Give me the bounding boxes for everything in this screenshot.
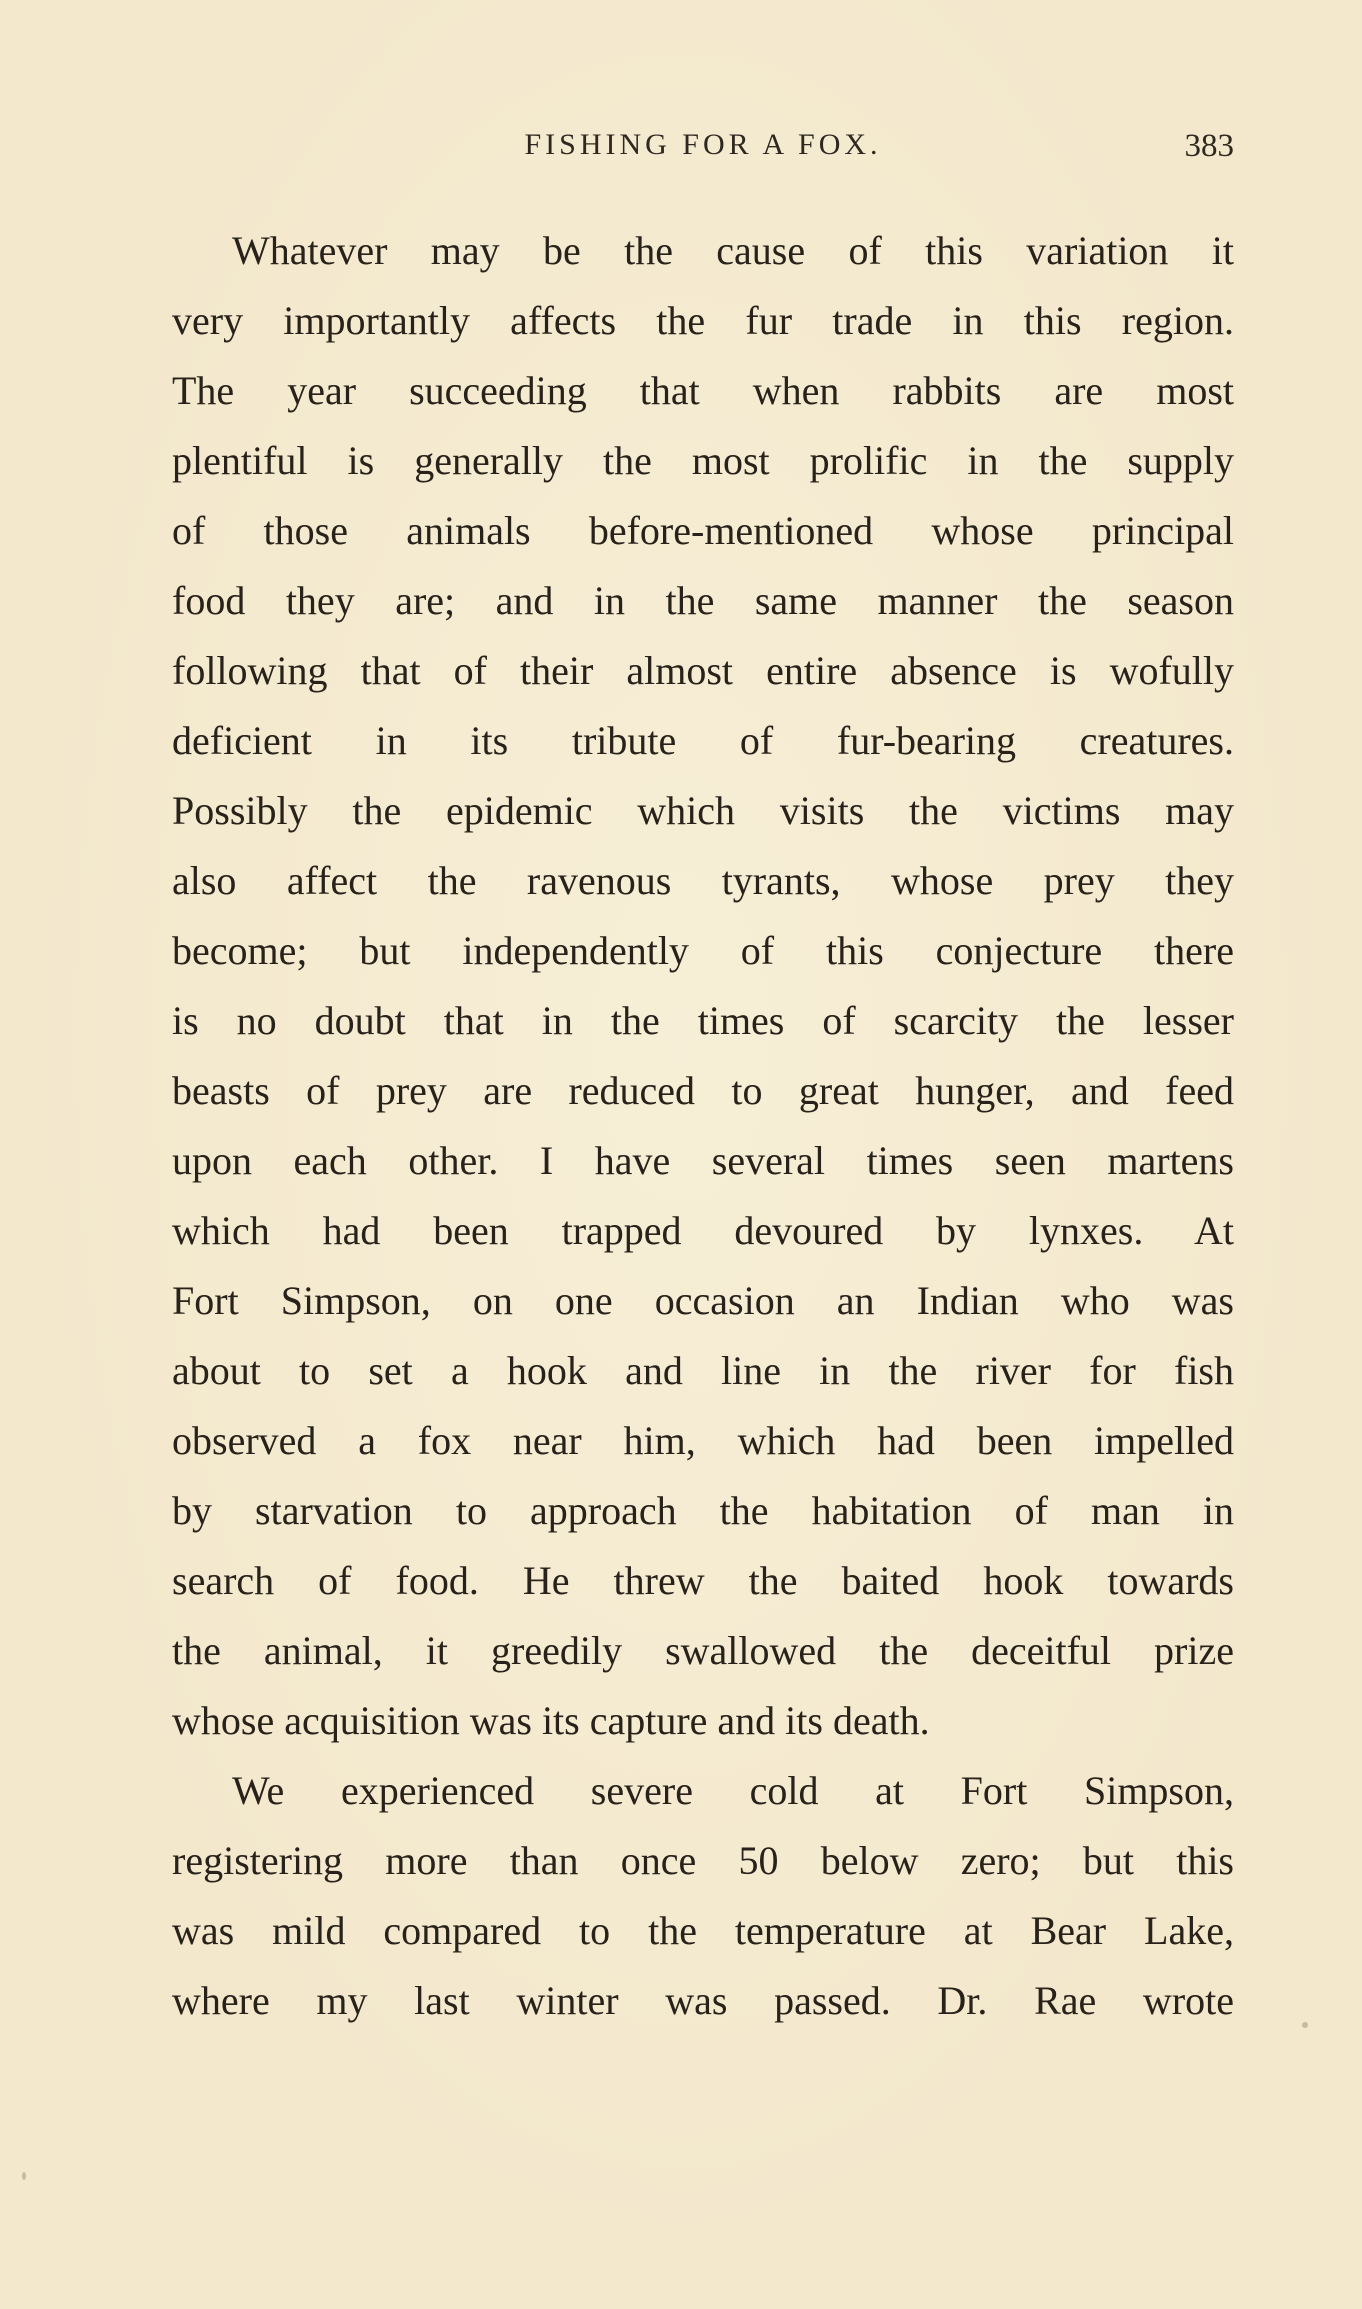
text-line: about to set a hook and line in the river for fish <box>172 1348 1234 1393</box>
text-line: become; but independently of this conjecture there <box>172 928 1234 973</box>
text-line: whose acquisition was its capture and its death. <box>172 1698 930 1743</box>
text-line: food they are; and in the same manner the season <box>172 578 1234 623</box>
text-line: Fort Simpson, on one occasion an Indian who was <box>172 1278 1234 1323</box>
text-line: Possibly the epidemic which visits the victims may <box>172 788 1234 833</box>
text-line: search of food. He threw the baited hook towards <box>172 1558 1234 1603</box>
running-head <box>172 128 1234 178</box>
text-line: where my last winter was passed. Dr. Rae wrote <box>172 1978 1234 2023</box>
paper-speck <box>22 2172 26 2180</box>
page-number: 383 <box>1184 128 1234 164</box>
text-line: observed a fox near him, which had been impelled <box>172 1418 1234 1463</box>
text-line: following that of their almost entire absence is wofully <box>172 648 1234 693</box>
running-title: FISHING FOR A FOX. <box>524 128 882 161</box>
text-line: of those animals before-mentioned whose principal <box>172 508 1234 553</box>
text-line: also affect the ravenous tyrants, whose prey they <box>172 858 1234 903</box>
body-text <box>172 216 1234 2036</box>
text-line: We experienced severe cold at Fort Simpson, <box>232 1768 1234 1813</box>
text-line: plentiful is generally the most prolific in the supply <box>172 438 1234 483</box>
text-line: Whatever may be the cause of this variation it <box>232 228 1234 273</box>
text-line: was mild compared to the temperature at Bear Lake, <box>172 1908 1234 1953</box>
paper-speck <box>1302 2022 1308 2028</box>
text-line: is no doubt that in the times of scarcity the lesser <box>172 998 1234 1043</box>
text-line: beasts of prey are reduced to great hunger, and feed <box>172 1068 1234 1113</box>
text-line: The year succeeding that when rabbits are most <box>172 368 1234 413</box>
text-line: registering more than once 50 below zero; but this <box>172 1838 1234 1883</box>
text-line: which had been trapped devoured by lynxes. At <box>172 1208 1234 1253</box>
text-line: deficient in its tribute of fur-bearing creatures. <box>172 718 1234 763</box>
text-line: by starvation to approach the habitation of man in <box>172 1488 1234 1533</box>
text-line: the animal, it greedily swallowed the deceitful prize <box>172 1628 1234 1673</box>
text-line: very importantly affects the fur trade in this region. <box>172 298 1234 343</box>
text-line: upon each other. I have several times seen martens <box>172 1138 1234 1183</box>
